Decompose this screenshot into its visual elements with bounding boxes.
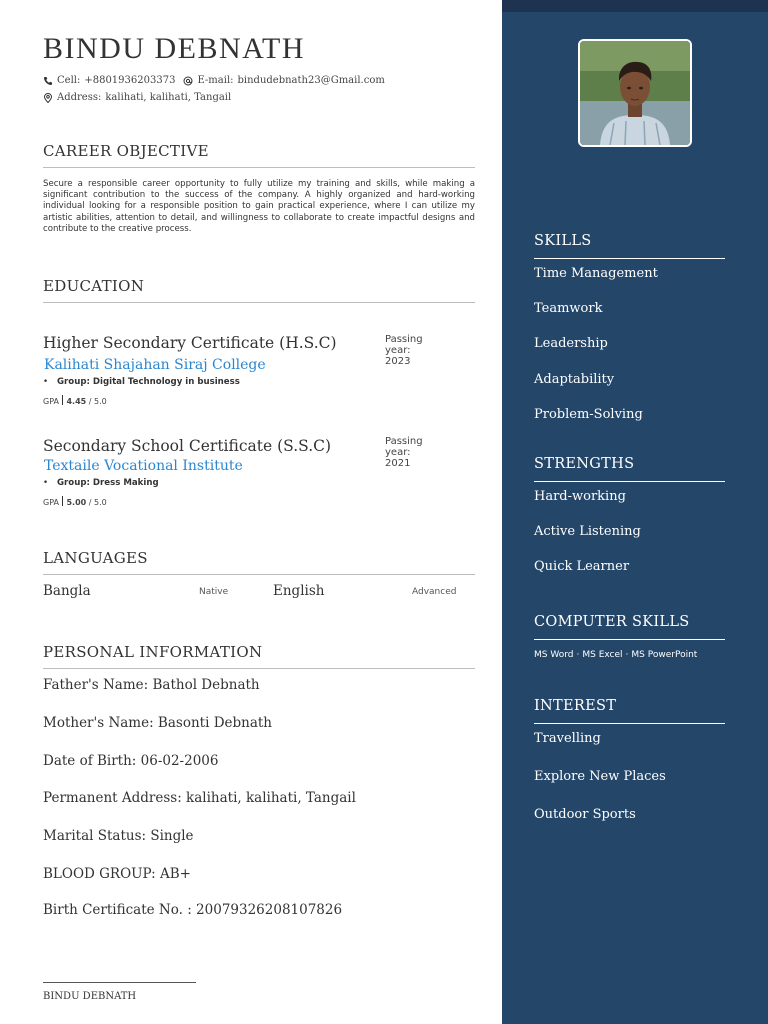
signature-line (43, 982, 196, 983)
language-level-bangla: Native (199, 587, 229, 597)
computer-skill-item: MS Word (534, 650, 574, 660)
strength-item: Quick Learner (534, 559, 630, 574)
edu-group-hsc: • Group: Digital Technology in business (43, 377, 240, 387)
resume-name: BINDU DEBNATH (43, 32, 305, 65)
sidebar-top-band (502, 0, 768, 12)
language-level-english: Advanced (412, 587, 457, 597)
skills-title: SKILLS (534, 233, 592, 249)
edu-school-hsc[interactable]: Kalihati Shajahan Siraj College (44, 357, 266, 373)
languages-title: LANGUAGES (43, 549, 148, 567)
birth-certificate-number: Birth Certificate No. : 20079326208107826 (43, 902, 343, 918)
sidebar-divider (534, 639, 725, 640)
profile-photo (578, 39, 692, 147)
computer-skills-title: COMPUTER SKILLS (534, 614, 690, 630)
marital-status: Marital Status: Single (43, 828, 194, 844)
signature-name: BINDU DEBNATH (43, 991, 137, 1002)
strength-item: Active Listening (534, 524, 641, 539)
edu-degree-ssc: Secondary School Certificate (S.S.C) (43, 437, 332, 455)
language-name-english: English (273, 583, 325, 599)
contact-line-1 (43, 75, 385, 86)
sidebar (502, 0, 768, 1024)
bullet-point: • (43, 377, 49, 387)
edu-gpa-hsc: GPA 4.45 / 5.0 (43, 397, 107, 406)
bullet-point: • (43, 478, 49, 488)
interest-item: Explore New Places (534, 769, 666, 784)
language-name-bangla: Bangla (43, 583, 91, 599)
strength-item: Hard-working (534, 489, 626, 504)
strengths-title: STRENGTHS (534, 456, 635, 472)
section-divider (43, 574, 475, 575)
section-divider (43, 167, 475, 168)
computer-skill-item: MS Excel (582, 650, 623, 660)
cell-label: Cell: (57, 75, 81, 86)
location-pin-icon (43, 93, 53, 103)
computer-skill-item: MS PowerPoint (631, 650, 698, 660)
permanent-address: Permanent Address: kalihati, kalihati, Tangail (43, 790, 356, 806)
interest-item: Outdoor Sports (534, 807, 636, 822)
edu-degree-hsc: Higher Secondary Certificate (H.S.C) (43, 334, 337, 352)
education-title: EDUCATION (43, 277, 145, 295)
date-of-birth: Date of Birth: 06-02-2006 (43, 753, 219, 769)
contact-line-2 (43, 92, 231, 103)
interest-title: INTEREST (534, 698, 617, 714)
sidebar-divider (534, 258, 725, 259)
edu-group-ssc: • Group: Dress Making (43, 478, 159, 488)
blood-group: BLOOD GROUP: AB+ (43, 866, 191, 882)
section-divider (43, 668, 475, 669)
email-label: E-mail: (197, 75, 234, 86)
skill-item: Time Management (534, 266, 658, 281)
sidebar-divider (534, 723, 725, 724)
address-label: Address: (57, 92, 102, 103)
edu-gpa-ssc: GPA 5.00 / 5.0 (43, 498, 107, 507)
skill-item: Adaptability (534, 372, 615, 387)
mother-name: Mother's Name: Basonti Debnath (43, 715, 273, 731)
sidebar-divider (534, 481, 725, 482)
skill-item: Leadership (534, 336, 608, 351)
computer-skills-list: MS Word · MS Excel · MS PowerPoint (534, 650, 698, 660)
personal-info-title: PERSONAL INFORMATION (43, 643, 263, 661)
at-icon (183, 76, 193, 86)
father-name: Father's Name: Bathol Debnath (43, 677, 260, 693)
section-divider (43, 302, 475, 303)
cell-number[interactable]: +8801936203373 (84, 75, 176, 86)
edu-school-ssc[interactable]: Textaile Vocational Institute (44, 458, 243, 474)
phone-icon (43, 76, 53, 86)
interest-item: Travelling (534, 731, 601, 746)
skill-item: Problem-Solving (534, 407, 643, 422)
main-column: BINDU DEBNATH Cell: +8801936203373 E-mail: bindudebnath23@Gmail.com Address: kalihati, kalihati, Tangail CAREER OBJECTIVE Secure a responsible career opportunity to fully utilize my training and skills, while making a significant contribution to the success of the company. A highly organized and hard-working individual looking for a responsible position to gain practical experience, where I can utilize my artistic abilities, attention to detail, and willingness to collaborate to create impactful designs and contribute to the creative process. EDUCATION Higher Secondary Certificate (H.S.C) Passing year: 2023 Kalihati Shajahan Siraj College • Group: Digital Technology in business GPA 4.45 / 5.0 Secondary School Certificate (S.S.C) Passing year: 2021 Textaile Vocational Institute • Group: Dress Making GPA 5.00 / 5.0 LANGUAGES Bangla Native English Advanced PERSONAL INFORMATION Father's Name: Bathol Debnath Mother's Name: Basonti Debnath Date of Birth: 06-02-2006 Permanent Address: kalihati, kalihati, Tangail Marital Status: Single BLOOD GROUP: AB+ Birth Certificate No. : 20079326208107826 BINDU DEBNATH (0, 0, 502, 1024)
career-objective-title: CAREER OBJECTIVE (43, 142, 209, 160)
address-value: kalihati, kalihati, Tangail (105, 92, 232, 103)
email-address[interactable]: bindudebnath23@Gmail.com (237, 75, 385, 86)
skill-item: Teamwork (534, 301, 603, 316)
career-objective-text: Secure a responsible career opportunity to fully utilize my training and skills, while making a significant contribution to the success of the company. A highly organized and hard-working individual looking for a responsible position to gain practical experience, where I can utilize my artistic abilities, attention to detail, and willingness to collaborate to create impactful designs and contribute to the creative process. (43, 179, 475, 234)
